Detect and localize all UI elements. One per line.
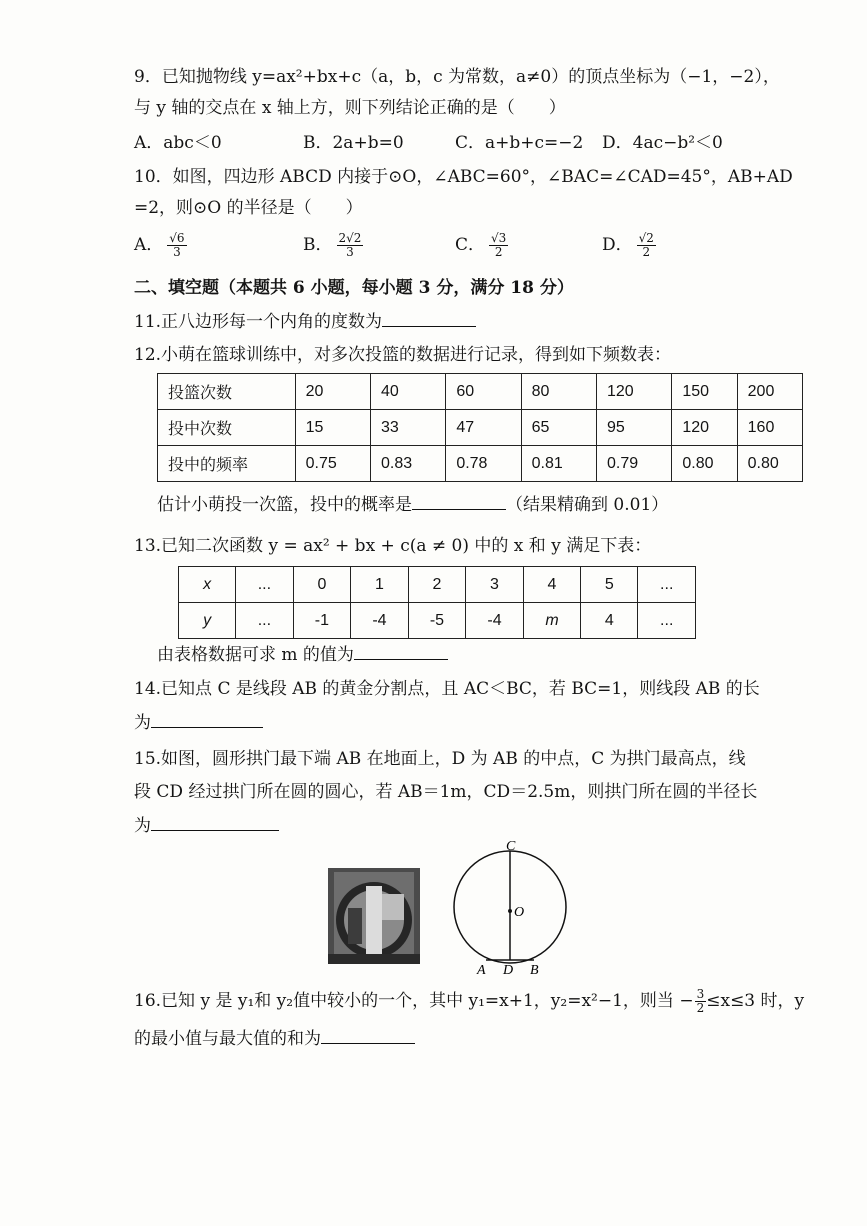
q13-answer-blank[interactable]	[354, 645, 448, 660]
q12-intro: 12.小萌在篮球训练中，对多次投篮的数据进行记录，得到如下频数表：	[134, 345, 672, 365]
q10-line1: 10．如图，四边形 ABCD 内接于⊙O，∠ABC=60°，∠BAC=∠CAD=45°，AB+AD	[134, 167, 793, 187]
q13-intro: 13.已知二次函数 y = ax² + bx + c(a ≠ 0) 中的 x 和 y 满足下表：	[134, 536, 652, 556]
q15-answer-blank[interactable]	[151, 816, 279, 831]
q10-option-a: A． $\frac{√6}{3}$	[134, 231, 185, 259]
table-row: 投篮次数 20 40 60 80 120 150 200	[158, 374, 803, 410]
q9-option-b: B．2a+b=0	[303, 133, 404, 153]
table-row: 投中的频率 0.75 0.83 0.78 0.81 0.79 0.80 0.80	[158, 446, 803, 482]
circle-arch-diagram	[440, 836, 580, 978]
q16-line1: 16.已知 y 是 y₁和 y₂值中较小的一个，其中 y₁=x+1，y₂=x²−1，则当 − $\frac{3}{2}$ ≤x≤3 时，y	[134, 987, 805, 1015]
q9-option-d: D．4ac−b²＜0	[602, 133, 723, 153]
q14-answer-blank[interactable]	[151, 713, 263, 728]
label-b: B	[530, 963, 539, 978]
q13-question: 由表格数据可求 m 的值为	[157, 644, 448, 666]
q12-question: 估计小萌投一次篮，投中的概率是 （结果精确到 0.01）	[157, 495, 669, 515]
q9-option-a: A．abc＜0	[134, 133, 222, 153]
q12-frequency-table	[157, 373, 803, 482]
q15-line2: 段 CD 经过拱门所在圆的圆心，若 AB＝1m，CD＝2.5m，则拱门所在圆的半径长	[134, 782, 758, 802]
q16-answer-blank[interactable]	[321, 1029, 415, 1044]
q10-option-b: B． $\frac{2√2}{3}$	[303, 231, 362, 259]
center-point	[508, 909, 512, 913]
q9-option-c: C．a+b+c=−2	[455, 133, 584, 153]
q12-answer-blank[interactable]	[412, 495, 506, 510]
q10-option-d: D． $\frac{√2}{2}$	[602, 231, 654, 259]
q16-line2: 的最小值与最大值的和为	[134, 1028, 415, 1050]
q10-line2: =2，则⊙O 的半径是（ ）	[134, 198, 363, 218]
q14-line2: 为	[134, 712, 263, 734]
section-heading: 二、填空题（本题共 6 小题，每小题 3 分，满分 18 分）	[134, 278, 574, 298]
label-d: D	[503, 963, 514, 978]
q9-line2: 与 y 轴的交点在 x 轴上方，则下列结论正确的是（ ）	[134, 98, 566, 118]
label-a: A	[477, 963, 486, 978]
q13-value-table	[178, 566, 696, 639]
label-o: O	[514, 905, 525, 920]
table-row: x ... 0 1 2 3 4 5 ...	[179, 567, 696, 603]
q15-line3: 为	[134, 815, 279, 837]
archway-photo	[328, 868, 420, 964]
label-c: C	[506, 839, 516, 854]
q15-line1: 15.如图，圆形拱门最下端 AB 在地面上，D 为 AB 的中点，C 为拱门最高点，线	[134, 749, 746, 769]
q11: 11.正八边形每一个内角的度数为	[134, 311, 476, 333]
table-row: y ... -1 -4 -5 -4 m 4 ...	[179, 603, 696, 639]
q9-line1: 9．已知抛物线 y=ax²+bx+c（a，b，c 为常数，a≠0）的顶点坐标为（−1，−2），	[134, 67, 780, 87]
q10-option-c: C． $\frac{√3}{2}$	[455, 231, 507, 259]
q14-line1: 14.已知点 C 是线段 AB 的黄金分割点，且 AC＜BC，若 BC=1，则线段 AB 的长	[134, 679, 760, 699]
q11-answer-blank[interactable]	[382, 312, 476, 327]
table-row: 投中次数 15 33 47 65 95 120 160	[158, 410, 803, 446]
